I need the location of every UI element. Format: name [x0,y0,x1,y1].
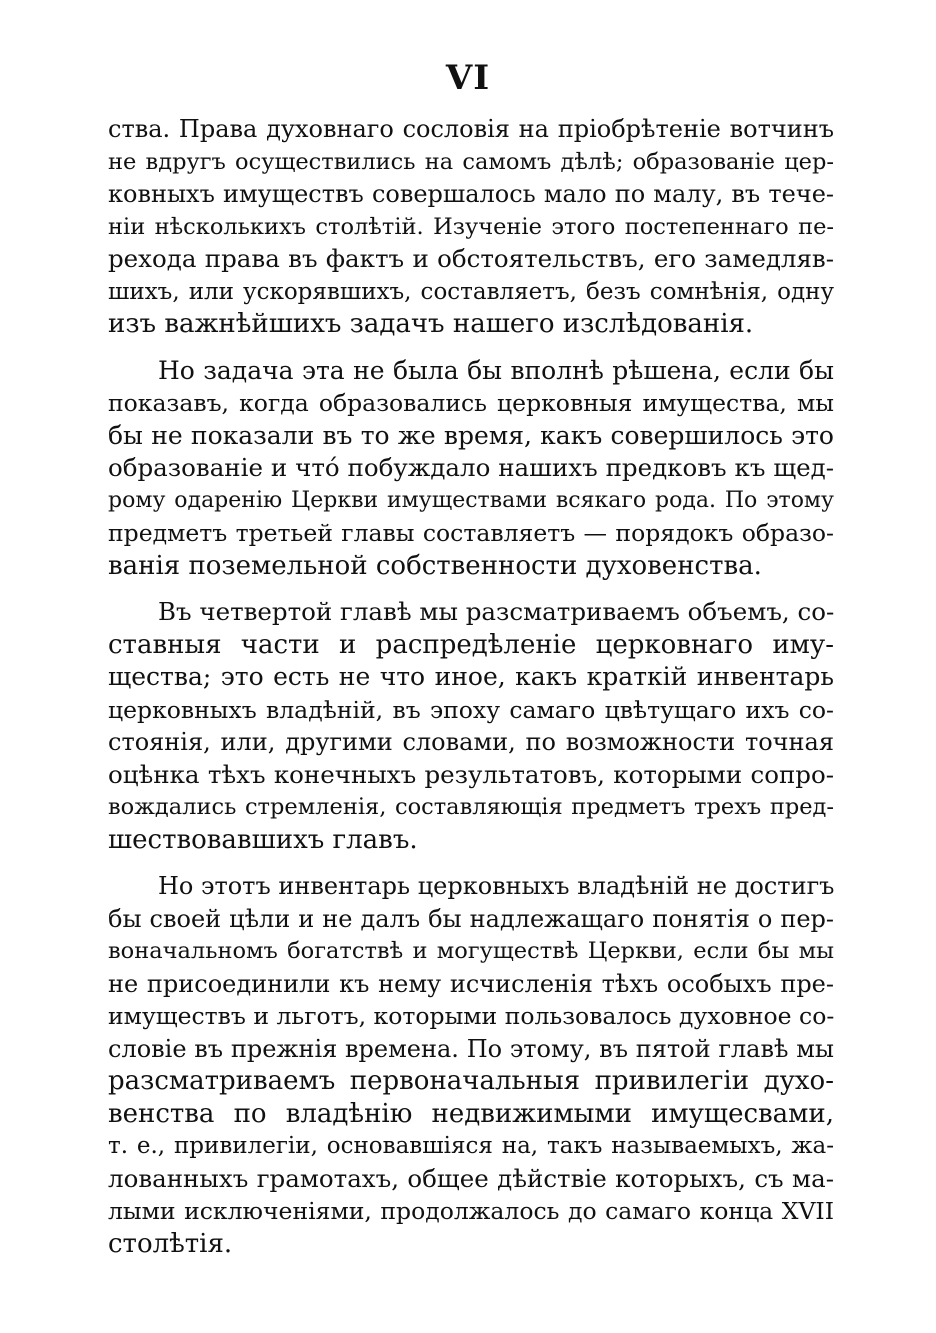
paragraph-2 [108,355,834,583]
text-line: рому одаренію Церкви имуществами всякаго рода. По этому [108,487,834,513]
paragraph-gap [108,856,834,870]
text-line: венства по владѣнію недвижимыми имущесвами, [108,1098,834,1129]
text-line: стоянія, или, другими словами, по возможности точная [108,728,834,756]
paragraph-1 [108,113,834,341]
text-line: рехода права въ фактъ и обстоятельствъ, его замедляв- [108,244,834,273]
text-line: щества; это есть не что иное, какъ краткій инвентарь [108,662,834,691]
paragraph-gap [108,341,834,355]
text-line: ванія поземельной собственности духовенства. [108,550,762,581]
text-line: лыми исключеніями, продолжалось до самаго конца XVII [108,1197,834,1225]
text-line: не вдругъ осуществились на самомъ дѣлѣ; образованіе цер- [108,148,834,175]
text-line: ства. Права духовнаго сословія на пріобрѣтеніе вотчинъ [108,115,834,143]
text-line: бы не показали въ то же время, какъ совершилось это [108,420,834,450]
text-line: не присоединили къ нему исчисленія тѣхъ особыхъ пре- [108,969,834,998]
paragraph-4 [108,870,834,1260]
paragraph-3 [108,596,834,856]
text-line: вождались стремленія, составляющія предметъ трехъ пред- [108,794,834,820]
paragraph-gap [108,582,834,596]
text-line: ковныхъ имуществъ совершалось мало по малу, въ тече- [108,180,834,208]
text-line: словіе въ прежнія времена. По этому, въ пятой главѣ мы [108,1034,834,1063]
text-line: воначальномъ богатствѣ и могуществѣ Церкви, если бы мы [108,938,834,964]
text-line: церковныхъ владѣній, въ эпоху самаго цвѣтущаго ихъ со- [108,695,834,724]
text-line: т. е., привилегіи, основавшіяся на, такъ называемыхъ, жа- [108,1133,834,1159]
text-line: ніи нѣсколькихъ столѣтій. Изученіе этого постепеннаго пе- [108,213,834,240]
text-line: предметъ третьей главы составляетъ — порядокъ образо- [108,519,834,547]
text-line: Но задача эта не была бы вполнѣ рѣшена, если бы [158,355,834,385]
text-line: оцѣнка тѣхъ конечныхъ результатовъ, которыми сопро- [108,759,834,789]
text-line: показавъ, когда образовались церковныя имущества, мы [108,389,834,417]
text-line: бы своей цѣли и не далъ бы надлежащаго понятія о пер- [108,904,834,933]
text-line: шествовавшихъ главъ. [108,824,418,855]
text-line: ставныя части и распредѣленіе церковнаго иму- [108,629,834,660]
text-line: столѣтія. [108,1228,233,1259]
text-line: Но этотъ инвентарь церковныхъ владѣній не достигъ [158,872,835,900]
text-line: разсматриваемъ первоначальныя привилегіи духо- [108,1066,834,1096]
text-line: имуществъ и льготъ, которыми пользовалось духовное со- [108,1002,835,1030]
page-number: VI [445,58,491,98]
body-text [108,113,834,1260]
text-line: изъ важнѣйшихъ задачъ нашего изслѣдованія. [108,309,754,339]
text-line: лованныхъ грамотахъ, общее дѣйствіе которыхъ, съ ма- [108,1163,834,1193]
text-line: образованіе и что́ побуждало нашихъ предковъ къ щед- [108,453,834,482]
text-line: Въ четвертой главѣ мы разсматриваемъ объемъ, со- [158,597,835,626]
text-line: шихъ, или ускорявшихъ, составляетъ, безъ сомнѣнія, одну [108,278,834,305]
